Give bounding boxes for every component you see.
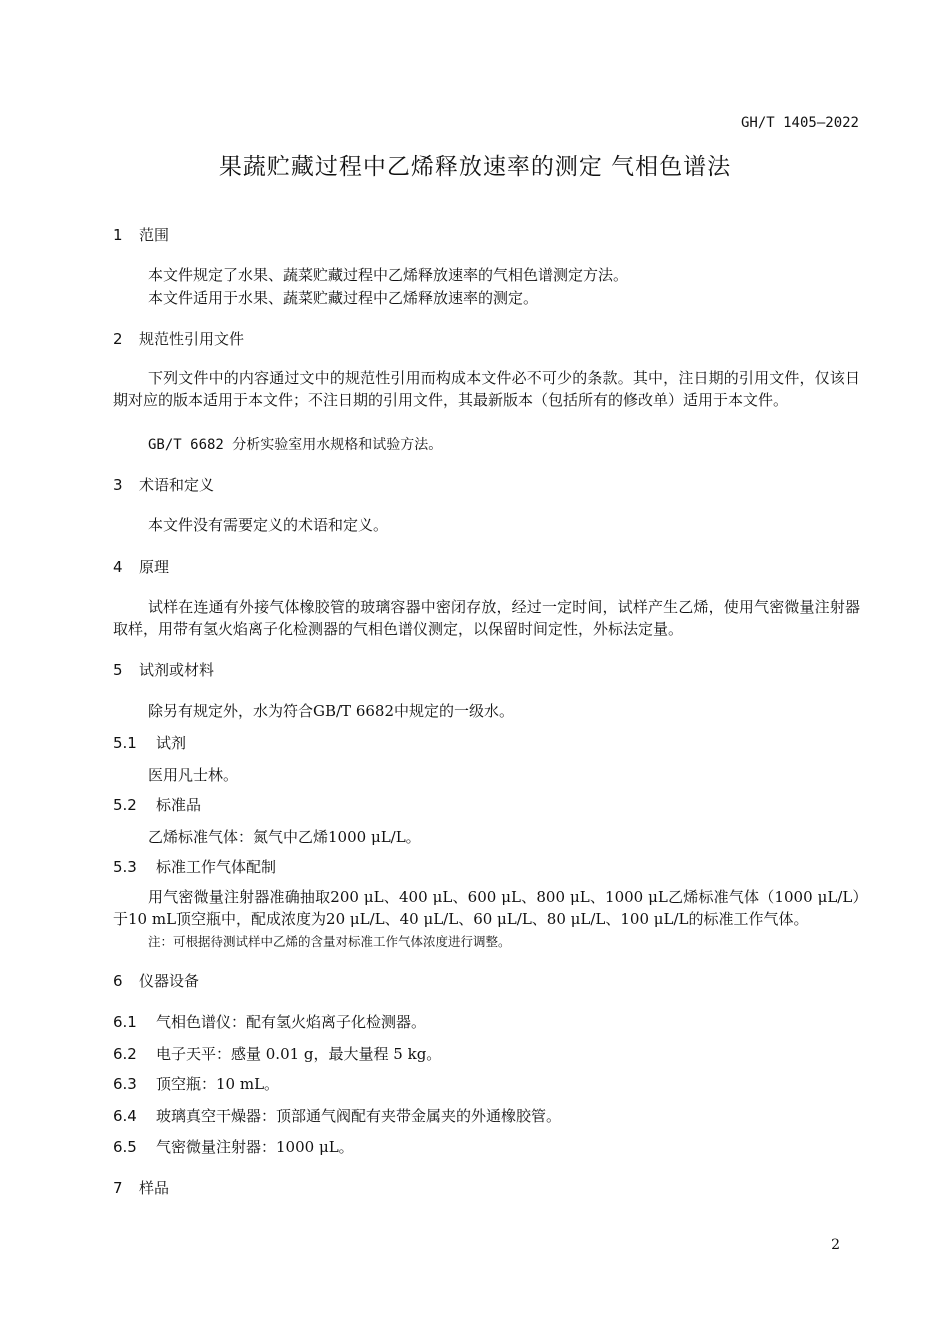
document-code: GH/T 1405—2022: [740, 115, 859, 131]
section-number: 5.2: [113, 796, 137, 814]
item-text: 电子天平：感量 0.01 g，最大量程 5 kg。: [156, 1045, 442, 1063]
section-number: 5.3: [113, 858, 137, 876]
document-title: 果蔬贮藏过程中乙烯释放速率的测定 气相色谱法: [218, 154, 732, 180]
section-title: 原理: [139, 558, 170, 576]
section-number: 1: [113, 226, 123, 244]
section-title: 标准品: [156, 796, 202, 814]
section-4-heading: [113, 556, 169, 577]
section-number: 4: [113, 558, 123, 576]
item-number: 6.3: [113, 1075, 137, 1093]
list-item: [113, 1011, 426, 1032]
section-1-heading: [113, 224, 169, 245]
item-number: 6.5: [113, 1138, 137, 1156]
section-title: 规范性引用文件: [139, 330, 245, 348]
section-title: 试剂: [156, 734, 187, 752]
paragraph: 试样在连通有外接气体橡胶管的玻璃容器中密闭存放，经过一定时间，试样产生乙烯，使用气密微量注射器取样，用带有氢火焰离子化检测器的气相色谱仪测定，以保留时间定性，外标法定量。: [113, 598, 860, 638]
item-text: 气密微量注射器：1000 μL。: [156, 1138, 354, 1156]
section-3-heading: [113, 474, 214, 495]
page-number: 2: [831, 1237, 840, 1253]
section-number: 6: [113, 972, 123, 990]
item-text: 气相色谱仪：配有氢火焰离子化检测器。: [156, 1013, 427, 1031]
section-number: 3: [113, 476, 123, 494]
item-number: 6.4: [113, 1107, 137, 1125]
section-title: 样品: [139, 1179, 170, 1197]
list-item: [113, 1105, 561, 1126]
item-number: 6.1: [113, 1013, 137, 1031]
section-title: 范围: [139, 226, 170, 244]
section-number: 5: [113, 661, 123, 679]
section-5-3-heading: [113, 856, 276, 877]
paragraph: 本文件没有需要定义的术语和定义。: [148, 516, 389, 534]
paragraph: 医用凡士林。: [148, 766, 239, 784]
section-number: 5.1: [113, 734, 137, 752]
section-number: 2: [113, 330, 123, 348]
section-title: 试剂或材料: [139, 661, 215, 679]
list-item: [113, 1073, 279, 1094]
section-title: 标准工作气体配制: [156, 858, 277, 876]
section-title: 仪器设备: [139, 972, 200, 990]
section-6-heading: [113, 970, 199, 991]
paragraph: 下列文件中的内容通过文中的规范性引用而构成本文件必不可少的条款。其中，注日期的引用文件，仅该日期对应的版本适用于本文件；不注日期的引用文件，其最新版本（包括所有的修改单）适用于本文件。: [113, 369, 860, 409]
section-5-1-heading: [113, 732, 186, 753]
section-title: 术语和定义: [139, 476, 215, 494]
list-item: [113, 1043, 441, 1064]
paragraph: 乙烯标准气体：氮气中乙烯1000 μL/L。: [148, 828, 421, 846]
paragraph: 本文件规定了水果、蔬菜贮藏过程中乙烯释放速率的气相色谱测定方法。: [148, 266, 629, 284]
item-text: 玻璃真空干燥器：顶部通气阀配有夹带金属夹的外通橡胶管。: [156, 1107, 562, 1125]
section-5-2-heading: [113, 794, 201, 815]
item-text: 顶空瓶：10 mL。: [156, 1075, 280, 1093]
paragraph-reference: GB/T 6682 分析实验室用水规格和试验方法。: [148, 437, 443, 453]
paragraph: 本文件适用于水果、蔬菜贮藏过程中乙烯释放速率的测定。: [148, 289, 539, 307]
list-item: [113, 1136, 354, 1157]
section-2-heading: [113, 328, 244, 349]
item-number: 6.2: [113, 1045, 137, 1063]
section-5-heading: [113, 659, 214, 680]
paragraph: 用气密微量注射器准确抽取200 μL、400 μL、600 μL、800 μL、1000 μL乙烯标准气体（1000 μL/L）于10 mL顶空瓶中，配成浓度为20 μL/L、40 μL/L、60 μL/L、80 μL/L、100 μL/L的标准工作气体。: [113, 888, 860, 928]
section-number: 7: [113, 1179, 123, 1197]
section-7-heading: [113, 1177, 169, 1198]
note: 注：可根据待测试样中乙烯的含量对标准工作气体浓度进行调整。: [148, 934, 511, 949]
paragraph: 除另有规定外，水为符合GB/T 6682中规定的一级水。: [148, 702, 515, 720]
